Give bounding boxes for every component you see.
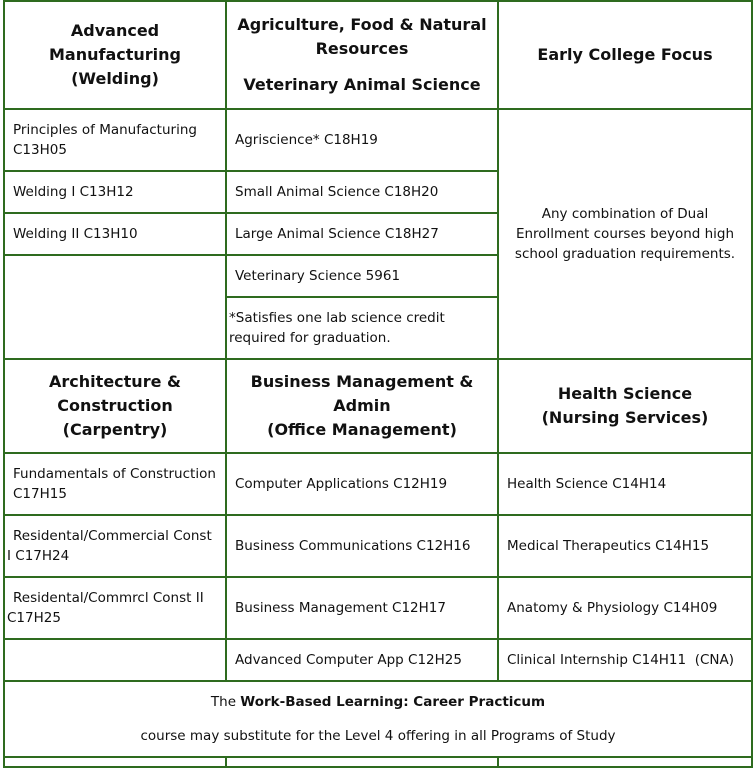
course-cell: Welding II C13H10 (4, 213, 226, 255)
lab-science-note: *Satisfies one lab science credit required for graduation. (226, 297, 498, 359)
header-line: Health Science (557, 384, 693, 403)
header-line: Construction (57, 396, 173, 415)
empty-cell (226, 757, 498, 767)
header-line: Resources (315, 39, 409, 58)
course-cell: Small Animal Science C18H20 (226, 171, 498, 213)
header-architecture-construction (4, 359, 226, 453)
course-cell: Computer Applications C12H19 (226, 453, 498, 515)
header-early-college (498, 1, 752, 109)
empty-cell (4, 255, 226, 359)
header-health-science (498, 359, 752, 453)
header-line: (Carpentry) (62, 420, 168, 439)
work-based-learning-note (4, 681, 752, 757)
course-cell: Large Animal Science C18H27 (226, 213, 498, 255)
header-subtitle: Veterinary Animal Science (243, 75, 481, 94)
course-cell: Medical Therapeutics C14H15 (498, 515, 752, 577)
course-cell: Residental/Commrcl Const II C17H25 (4, 577, 226, 639)
course-cell: Advanced Computer App C12H25 (226, 639, 498, 681)
header-line: Advanced Manufacturing (49, 21, 181, 64)
header-line: Early College Focus (537, 45, 713, 64)
footer-line-2: course may substitute for the Level 4 offering in all Programs of Study (140, 728, 616, 744)
header-line: (Welding) (71, 69, 159, 88)
header-agriculture (226, 1, 498, 109)
course-cell: Fundamentals of Construction C17H15 (4, 453, 226, 515)
course-cell: Agriscience* C18H19 (226, 109, 498, 171)
header-line: Agriculture, Food & Natural (237, 15, 487, 34)
course-cell: Residental/Commercial Const I C17H24 (4, 515, 226, 577)
early-college-description: Any combination of Dual Enrollment courses beyond high school graduation requirements. (498, 109, 752, 359)
course-cell: Health Science C14H14 (498, 453, 752, 515)
empty-cell (4, 639, 226, 681)
header-business-management (226, 359, 498, 453)
course-cell: Principles of Manufacturing C13H05 (4, 109, 226, 171)
header-advanced-manufacturing (4, 1, 226, 109)
course-cell: Business Management C12H17 (226, 577, 498, 639)
footer-course-name: Work-Based Learning: Career Practicum (240, 694, 546, 710)
header-line: Architecture & (49, 372, 181, 391)
footer-line-1 (5, 692, 751, 712)
header-line: (Nursing Services) (541, 408, 709, 427)
empty-cell (498, 757, 752, 767)
header-line: Business Management & Admin (250, 372, 474, 415)
course-cell: Clinical Internship C14H11 (CNA) (498, 639, 752, 681)
header-line: (Office Management) (267, 420, 457, 439)
course-cell: Business Communications C12H16 (226, 515, 498, 577)
empty-cell (4, 757, 226, 767)
course-cell: Anatomy & Physiology C14H09 (498, 577, 752, 639)
course-cell: Veterinary Science 5961 (226, 255, 498, 297)
footer-prefix: The (210, 694, 241, 710)
course-cell: Welding I C13H12 (4, 171, 226, 213)
programs-of-study-table (3, 0, 753, 768)
